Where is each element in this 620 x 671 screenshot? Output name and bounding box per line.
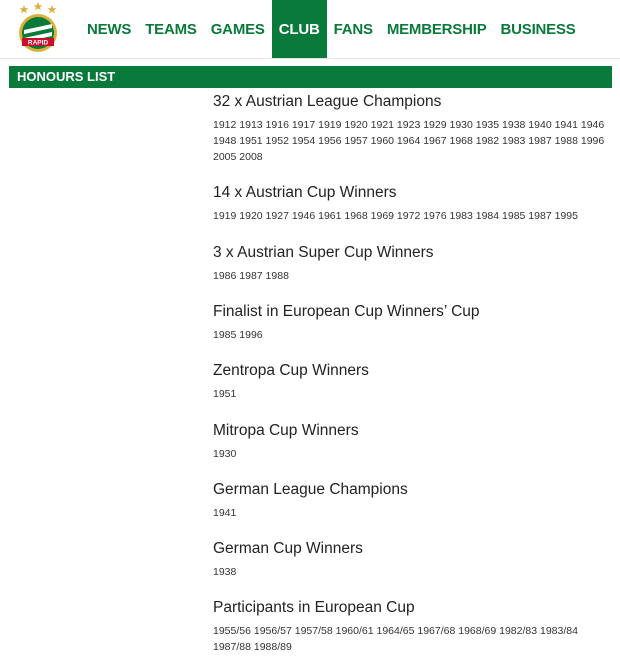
honour-item — [213, 183, 578, 224]
nav-item-games[interactable]: GAMES — [210, 20, 265, 38]
nav-item-membership[interactable]: MEMBERSHIP — [386, 20, 487, 38]
honour-years: 1941 — [213, 507, 237, 519]
honour-title: Mitropa Cup Winners — [213, 422, 359, 439]
honour-years: 1985 1996 — [213, 329, 263, 341]
honour-item — [213, 92, 608, 165]
nav-item-club[interactable]: CLUB — [272, 0, 327, 58]
nav-item-fans[interactable]: FANS — [333, 20, 373, 38]
honour-title: Finalist in European Cup Winners’ Cup — [213, 303, 480, 320]
honour-years: 1919 1920 1927 1946 1961 1968 1969 1972 1976 1983 1984 1985 1987 1995 — [213, 210, 578, 222]
main-nav — [80, 0, 583, 58]
honour-item — [213, 539, 363, 580]
honour-item — [213, 480, 408, 521]
honour-years: 1930 — [213, 448, 237, 460]
nav-item-news[interactable]: NEWS — [87, 20, 132, 38]
honour-item — [213, 421, 359, 462]
honour-item — [213, 302, 480, 343]
honour-item — [213, 243, 434, 284]
nav-item-business[interactable]: BUSINESS — [500, 20, 576, 38]
honour-item — [213, 361, 369, 402]
section-header — [9, 66, 612, 88]
club-crest-icon[interactable] — [14, 2, 62, 54]
honour-title: German Cup Winners — [213, 540, 363, 557]
honour-years: 1955/56 1956/57 1957/58 1960/61 1964/65 1967/68 1968/69 1982/83 1983/84 1987/88 1988/89 — [213, 625, 578, 653]
honour-title: Participants in European Cup — [213, 599, 415, 616]
honour-years: 1986 1987 1988 — [213, 270, 289, 282]
honour-item — [213, 598, 608, 655]
honour-title: 14 x Austrian Cup Winners — [213, 184, 397, 201]
logo-text: RAPID — [27, 39, 49, 47]
honour-years: 1938 — [213, 566, 237, 578]
section-title: HONOURS LIST — [17, 69, 116, 84]
honour-title: Zentropa Cup Winners — [213, 362, 369, 379]
nav-item-teams[interactable]: TEAMS — [145, 20, 197, 38]
honour-title: 32 x Austrian League Champions — [213, 93, 442, 110]
honour-title: German League Champions — [213, 481, 408, 498]
honour-years: 1951 — [213, 388, 237, 400]
honour-title: 3 x Austrian Super Cup Winners — [213, 244, 434, 261]
top-navigation-bar — [0, 0, 620, 59]
honour-years: 1912 1913 1916 1917 1919 1920 1921 1923 1929 1930 1935 1938 1940 1941 1946 1948 1951 1952 1954 1956 1957 1960 1964 1967 1968 1982 1983 1987 1988 1996 2005 2008 — [213, 119, 605, 163]
